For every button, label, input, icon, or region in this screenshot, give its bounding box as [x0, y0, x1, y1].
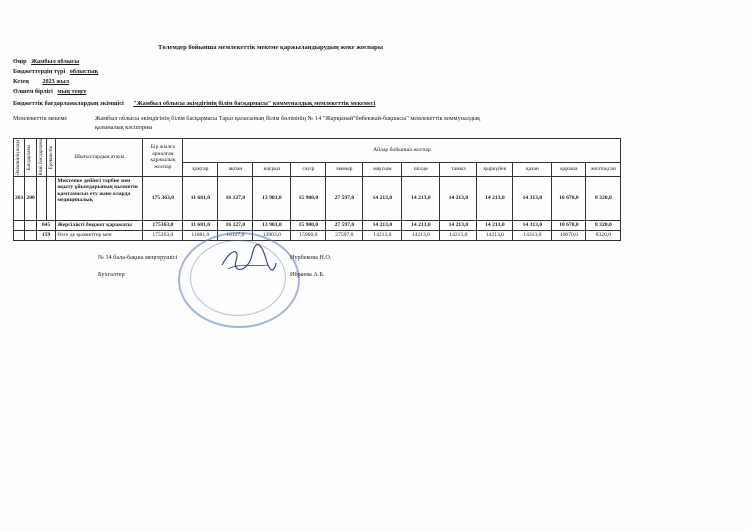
cell-month-value: 14 213,0 [363, 220, 402, 230]
budget-type-value: облыстық [69, 68, 99, 75]
cell-month-value: 14 313,0 [513, 220, 552, 230]
month-header: тамыз [440, 163, 477, 176]
unit-label: Өлшем бірлігі [13, 88, 53, 95]
cell-expense-name: Мектепке дейінгі тәрбие мен оқыту ұйымдарының қызметін қамтамасыз ету және оларда медициналық [56, 176, 143, 220]
admin-value: "Жамбыл облысы әкімдігінің білім басқармасы" коммуналдық мемлекеттік мекемесі [133, 100, 376, 107]
institution-value-line1: Жамбыл облысы әкімдігінің білім басқармасы Тараз қаласының білім бөлімінің № 14 "Жарқынай"бөбекжай-бақшасы" мемлекеттік коммуналдық [95, 115, 481, 122]
table-row [14, 230, 621, 240]
admin-row [13, 100, 375, 107]
cell-spec: 159 [36, 230, 56, 240]
cell-program [25, 220, 36, 230]
cell-expense-name: Жергілікті бюджет қаражаты [56, 220, 143, 230]
header-monthly-plan: Айлар бойынша жоспар [183, 139, 621, 163]
cell-month-value: 11 681,0 [183, 220, 218, 230]
cell-total: 175363,0 [143, 230, 183, 240]
cell-month-value: 14 213,0 [477, 220, 513, 230]
month-header: шілде [402, 163, 440, 176]
cell-spec [46, 176, 56, 220]
cell-month-value: 10670,0 [552, 230, 586, 240]
financing-plan-table [13, 138, 621, 241]
accountant-label: Бухгалтер [98, 271, 125, 278]
cell-month-value: 14213,0 [477, 230, 513, 240]
month-header: наурыз [253, 163, 291, 176]
cell-month-value: 15 900,0 [291, 176, 326, 220]
header-admin-code: Әкімшінің коды [14, 139, 25, 177]
unit-value: мың теңге [57, 88, 87, 95]
cell-month-value: 8 320,0 [586, 220, 621, 230]
head-signature-name: Нурбекова Н.О. [290, 254, 332, 261]
cell-month-value: 16 127,0 [218, 176, 253, 220]
cell-admin: 261 [14, 176, 25, 220]
cell-month-value: 14 213,0 [440, 176, 477, 220]
month-header: желтоқсан [586, 163, 621, 176]
cell-month-value: 16127,0 [218, 230, 253, 240]
header-program: Бағдарлама [25, 139, 36, 177]
cell-expense-name: Өзге де қызметтер мен [56, 230, 143, 240]
document-title: Төлемдер бойынша мемлекеттік мекеме қаржыландырудың жеке жоспары [158, 44, 384, 51]
cell-month-value: 13 903,0 [253, 220, 291, 230]
cell-month-value: 14313,0 [513, 230, 552, 240]
cell-month-value: 27 597,0 [326, 220, 363, 230]
cell-total: 175363,0 [143, 220, 183, 230]
cell-program [25, 230, 36, 240]
month-header: ақпан [218, 163, 253, 176]
cell-month-value: 15 900,0 [291, 220, 326, 230]
institution-label: Мемлекеттік мекеме [13, 115, 68, 122]
table-row [14, 220, 621, 230]
cell-month-value: 27 597,0 [326, 176, 363, 220]
cell-month-value: 14 213,0 [477, 176, 513, 220]
cell-month-value: 16 127,0 [218, 220, 253, 230]
cell-month-value: 15900,0 [291, 230, 326, 240]
month-header: сәуір [291, 163, 326, 176]
cell-month-value: 11 681,0 [183, 176, 218, 220]
head-signature-label: № 14 бала-бақша меңгерушісі [98, 254, 178, 261]
month-header: қаңтар [183, 163, 218, 176]
cell-month-value: 14213,0 [402, 230, 440, 240]
unit-row [13, 88, 86, 95]
institution-value-line2: қазыналық кәсіпорны [95, 124, 153, 131]
cell-admin [14, 230, 25, 240]
region-value: Жамбыл облысы [31, 58, 80, 65]
cell-month-value: 13903,0 [253, 230, 291, 240]
header-row-1 [14, 139, 621, 163]
month-header: қараша [552, 163, 586, 176]
budget-type-row [13, 68, 98, 75]
admin-label: Бюджеттік бағдарламалардың әкімшісі [13, 100, 124, 107]
month-header: мамыр [326, 163, 363, 176]
region-label: Өңір [13, 58, 27, 65]
cell-month-value: 14 213,0 [402, 220, 440, 230]
accountant-name: Ибраева А.Б. [290, 271, 325, 278]
table-row [14, 176, 621, 220]
cell-subprogram: 045 [36, 220, 56, 230]
budget-type-label: Бюджеттердің түрі [13, 68, 66, 75]
cell-month-value: 14 213,0 [402, 176, 440, 220]
year-value: 2023 жыл [42, 78, 70, 85]
header-specific: Ерекшелік [46, 139, 56, 177]
cell-program: 200 [25, 176, 36, 220]
header-subprogram: Кіші бағдарлама [36, 139, 46, 177]
cell-month-value: 14 313,0 [513, 176, 552, 220]
cell-month-value: 8320,0 [586, 230, 621, 240]
cell-month-value: 14213,0 [363, 230, 402, 240]
year-row [13, 78, 69, 85]
month-header: қазан [513, 163, 552, 176]
cell-month-value: 10 670,0 [552, 220, 586, 230]
header-expense-name: Шығыстардың атауы [56, 139, 143, 177]
month-header: маусым [363, 163, 402, 176]
cell-admin [14, 220, 25, 230]
cell-total: 175 363,0 [143, 176, 183, 220]
cell-month-value: 8 320,0 [586, 176, 621, 220]
cell-month-value: 13 903,0 [253, 176, 291, 220]
header-annual-plan: Бір жылға арналған қаржылық жоспар [143, 139, 183, 177]
cell-month-value: 14 213,0 [440, 220, 477, 230]
cell-subprogram [36, 176, 46, 220]
cell-month-value: 10 670,0 [552, 176, 586, 220]
month-header: қыркүйек [477, 163, 513, 176]
cell-month-value: 27597,0 [326, 230, 363, 240]
cell-month-value: 11681,0 [183, 230, 218, 240]
region-row [13, 58, 79, 65]
cell-month-value: 14213,0 [440, 230, 477, 240]
signature-mark [218, 243, 278, 279]
cell-month-value: 14 213,0 [363, 176, 402, 220]
year-label: Кезең [13, 78, 29, 85]
